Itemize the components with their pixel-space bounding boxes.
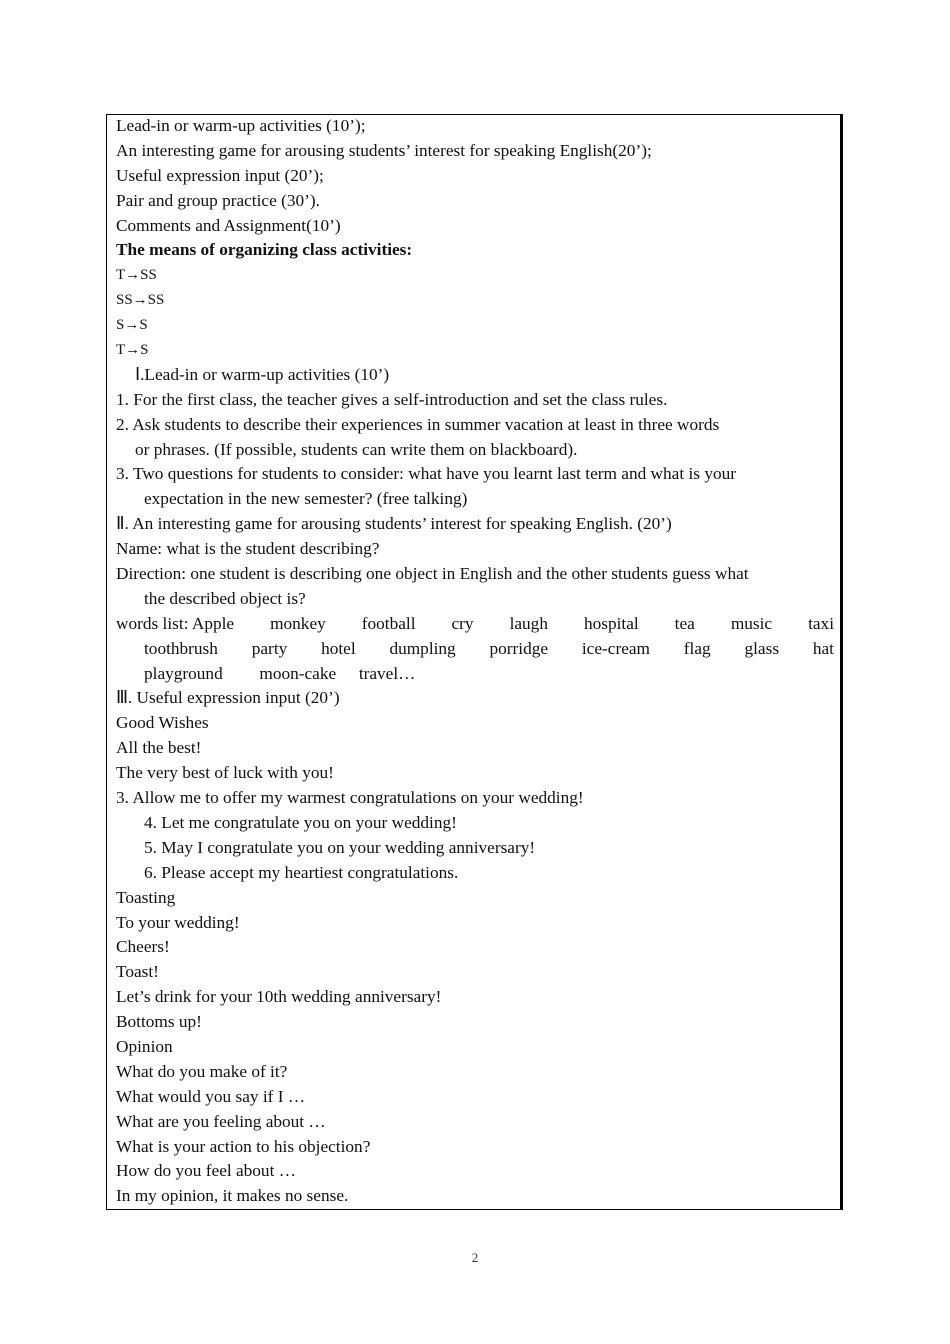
game-direction: Direction: one student is describing one object in English and the other students guess what xyxy=(116,564,749,584)
word: hospital xyxy=(583,613,639,633)
words-list-row xyxy=(116,662,834,687)
word: hat xyxy=(812,638,834,658)
expression: 6. Please accept my heartiest congratulations. xyxy=(144,862,459,882)
section-2-title: Ⅱ. An interesting game for arousing students’ interest for speaking English. (20’) xyxy=(116,514,672,534)
expression: 3. Allow me to offer my warmest congratulations on your wedding! xyxy=(116,788,584,808)
organizing-mode: SS→SS xyxy=(116,292,165,309)
expression: 5. May I congratulate you on your wedding anniversary! xyxy=(144,837,536,857)
word: tea xyxy=(674,613,695,633)
word: words list: Apple xyxy=(116,613,235,633)
expression: Cheers! xyxy=(116,937,170,957)
word: ice-cream xyxy=(581,638,650,658)
word: football xyxy=(361,613,416,633)
word: taxi xyxy=(808,613,834,633)
toasting-heading: Toasting xyxy=(116,887,176,907)
words-list-row xyxy=(116,637,834,662)
game-direction-continuation: the described object is? xyxy=(144,588,306,608)
organizing-mode: S→S xyxy=(116,317,148,334)
expression: In my opinion, it makes no sense. xyxy=(116,1186,349,1206)
schedule-item: Lead-in or warm-up activities (10’); xyxy=(116,116,366,135)
word: flag xyxy=(683,638,711,658)
opinion-heading: Opinion xyxy=(116,1036,173,1056)
expression: All the best! xyxy=(116,738,202,758)
section-1-item-continuation: or phrases. (If possible, students can write them on blackboard). xyxy=(135,439,578,459)
word: moon-cake xyxy=(259,663,337,683)
organizing-mode: T→SS xyxy=(116,267,157,284)
word: music xyxy=(730,613,773,633)
word: toothbrush xyxy=(144,638,218,658)
section-1-item-continuation: expectation in the new semester? (free talking) xyxy=(144,489,468,509)
word: glass xyxy=(744,638,780,658)
word: travel… xyxy=(358,663,416,683)
schedule-item: An interesting game for arousing students’ interest for speaking English(20’); xyxy=(116,140,652,160)
expression: To your wedding! xyxy=(116,912,240,932)
schedule-item: Comments and Assignment(10’) xyxy=(116,215,341,235)
section-1-item: 3. Two questions for students to consider: what have you learnt last term and what is your xyxy=(116,464,736,484)
word: laugh xyxy=(509,613,548,633)
expression: Bottoms up! xyxy=(116,1012,202,1032)
expression: What is your action to his objection? xyxy=(116,1136,371,1156)
section-1-item: 1. For the first class, the teacher gives a self-introduction and set the class rules. xyxy=(116,389,668,409)
expression: What would you say if I … xyxy=(116,1086,306,1106)
section-1-title: Ⅰ.Lead-in or warm-up activities (10’) xyxy=(135,364,390,384)
expression: The very best of luck with you! xyxy=(116,763,334,783)
expression: Let’s drink for your 10th wedding anniversary! xyxy=(116,987,442,1007)
game-name: Name: what is the student describing? xyxy=(116,539,380,559)
schedule-item: Pair and group practice (30’). xyxy=(116,190,320,210)
lesson-plan-content xyxy=(116,114,834,1209)
section-3-title: Ⅲ. Useful expression input (20’) xyxy=(116,688,340,708)
expression: What do you make of it? xyxy=(116,1061,288,1081)
word: monkey xyxy=(270,613,326,633)
word: hotel xyxy=(321,638,356,658)
word: dumpling xyxy=(389,638,456,658)
word: playground xyxy=(144,663,223,683)
good-wishes-heading: Good Wishes xyxy=(116,713,209,733)
words-list-row xyxy=(116,612,834,637)
section-1-item: 2. Ask students to describe their experiences in summer vacation at least in three words xyxy=(116,414,720,434)
expression: What are you feeling about … xyxy=(116,1111,326,1131)
word: porridge xyxy=(489,638,549,658)
expression: How do you feel about … xyxy=(116,1161,296,1181)
page-number: 2 xyxy=(471,1250,479,1265)
organizing-mode: T→S xyxy=(116,342,149,359)
expression: Toast! xyxy=(116,962,159,982)
organizing-heading: The means of organizing class activities: xyxy=(116,240,413,260)
schedule-item: Useful expression input (20’); xyxy=(116,165,324,185)
expression: 4. Let me congratulate you on your wedding! xyxy=(144,812,457,832)
word: cry xyxy=(451,613,474,633)
word: party xyxy=(251,638,288,658)
